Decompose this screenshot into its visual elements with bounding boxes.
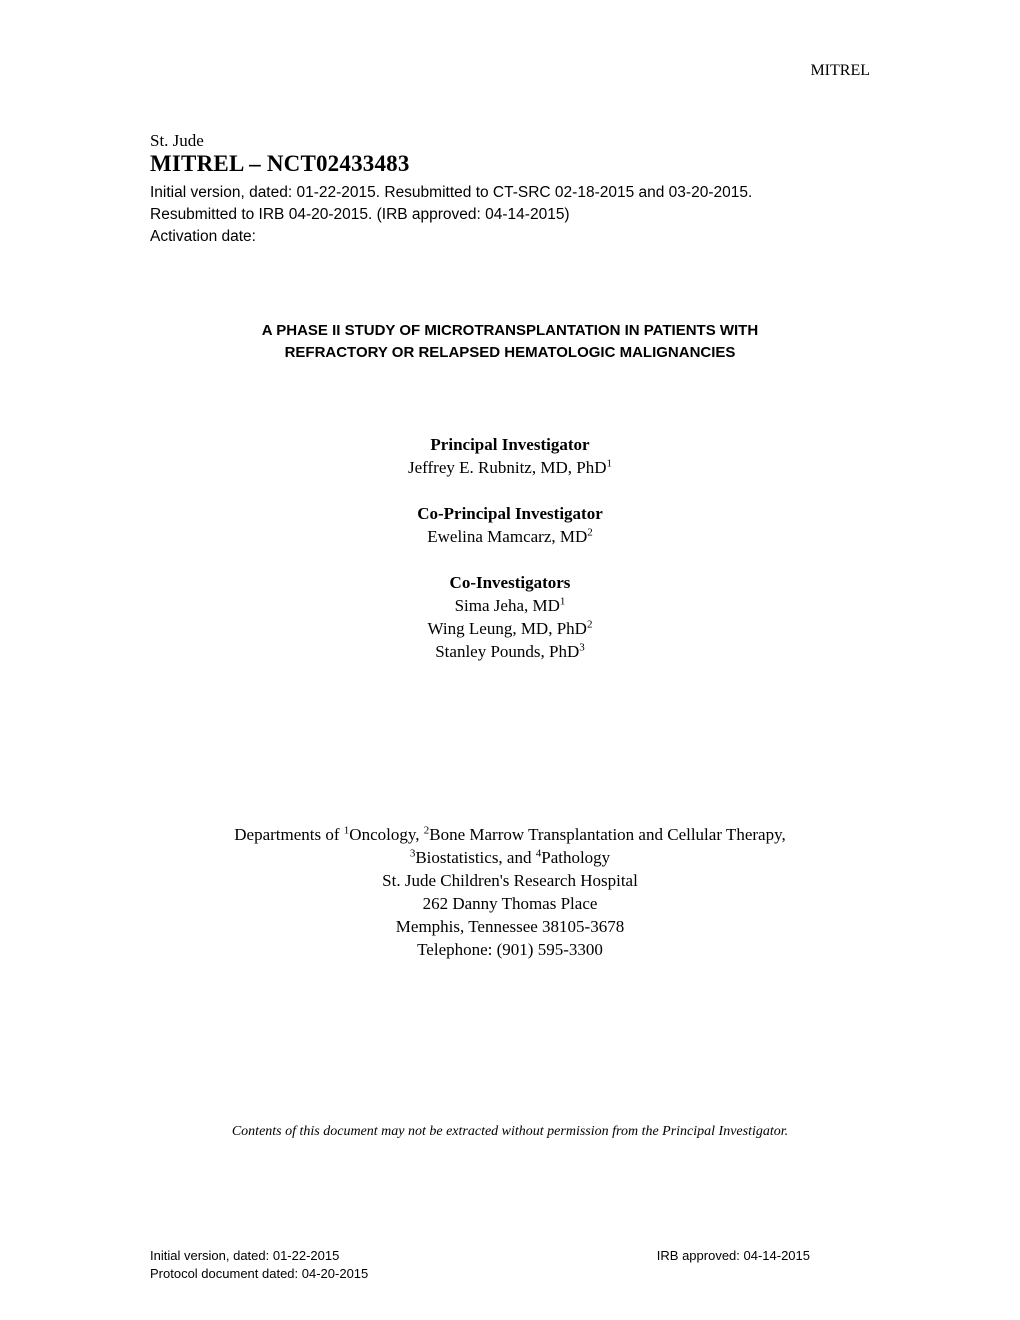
footer-protocol-dated: Protocol document dated: 04-20-2015 <box>150 1266 369 1281</box>
principal-investigator-role: Principal Investigator <box>430 435 590 454</box>
principal-investigator-block <box>150 433 870 479</box>
institution-name: St. Jude <box>150 131 204 150</box>
running-header: MITREL <box>810 62 870 79</box>
version-block <box>150 182 890 248</box>
activation-date-label: Activation date: <box>150 228 256 245</box>
street-address: 262 Danny Thomas Place <box>422 894 598 913</box>
departments-block <box>150 823 870 961</box>
co-investigators-block <box>150 571 870 663</box>
co-principal-investigator-block <box>150 502 870 548</box>
departments-line-2: $^3$Biostatistics, and $^4$Pathology <box>409 847 611 867</box>
study-title-line-1: A PHASE II STUDY OF MICROTRANSPLANTATION IN PATIENTS WITH <box>261 322 759 339</box>
co-principal-investigator-role: Co-Principal Investigator <box>417 504 603 523</box>
co-investigator-name: Sima Jeha, $MD^1$ <box>454 595 566 615</box>
footer-irb-approved: IRB approved: 04-14-2015 <box>656 1248 810 1263</box>
co-investigator-name: Wing Leung, MD, PhD$^2$ <box>427 618 593 638</box>
city-address: Memphis, Tennessee 38105-3678 <box>395 917 625 936</box>
co-investigator-name: Stanley Pounds, PhD$^3$ <box>435 641 585 661</box>
study-title-line-2: REFRACTORY OR RELAPSED HEMATOLOGIC MALIGNANCIES <box>284 344 736 361</box>
hospital-name: St. Jude Children's Research Hospital <box>382 871 638 890</box>
protocol-id: MITREL – NCT02433483 <box>150 151 410 176</box>
version-line-2: Resubmitted to IRB 04-20-2015. (IRB approved: 04-14-2015) <box>150 206 570 223</box>
footer-left <box>150 1247 368 1283</box>
principal-investigator-name: Jeffrey E. Rubnitz, MD, PhD$^1$ <box>408 457 612 477</box>
version-line-1: Initial version, dated: 01-22-2015. Resubmitted to CT-SRC 02-18-2015 and 03-20-2015. <box>150 184 753 201</box>
co-investigators-role: Co-Investigators <box>449 573 571 592</box>
footer-initial-version: Initial version, dated: 01-22-2015 <box>150 1248 340 1263</box>
co-principal-investigator-name: Ewelina Mamcarz, $MD^2$ <box>427 526 593 546</box>
confidentiality-notice: Contents of this document may not be extracted without permission from the Principal Investigator. <box>231 1124 789 1139</box>
departments-line-1: Departments of $^1$Oncology, $^2$Bone Marrow Transplantation and Cellular Therapy, <box>234 824 786 844</box>
telephone: Telephone: (901) 595-3300 <box>417 940 603 959</box>
study-title <box>150 320 870 364</box>
